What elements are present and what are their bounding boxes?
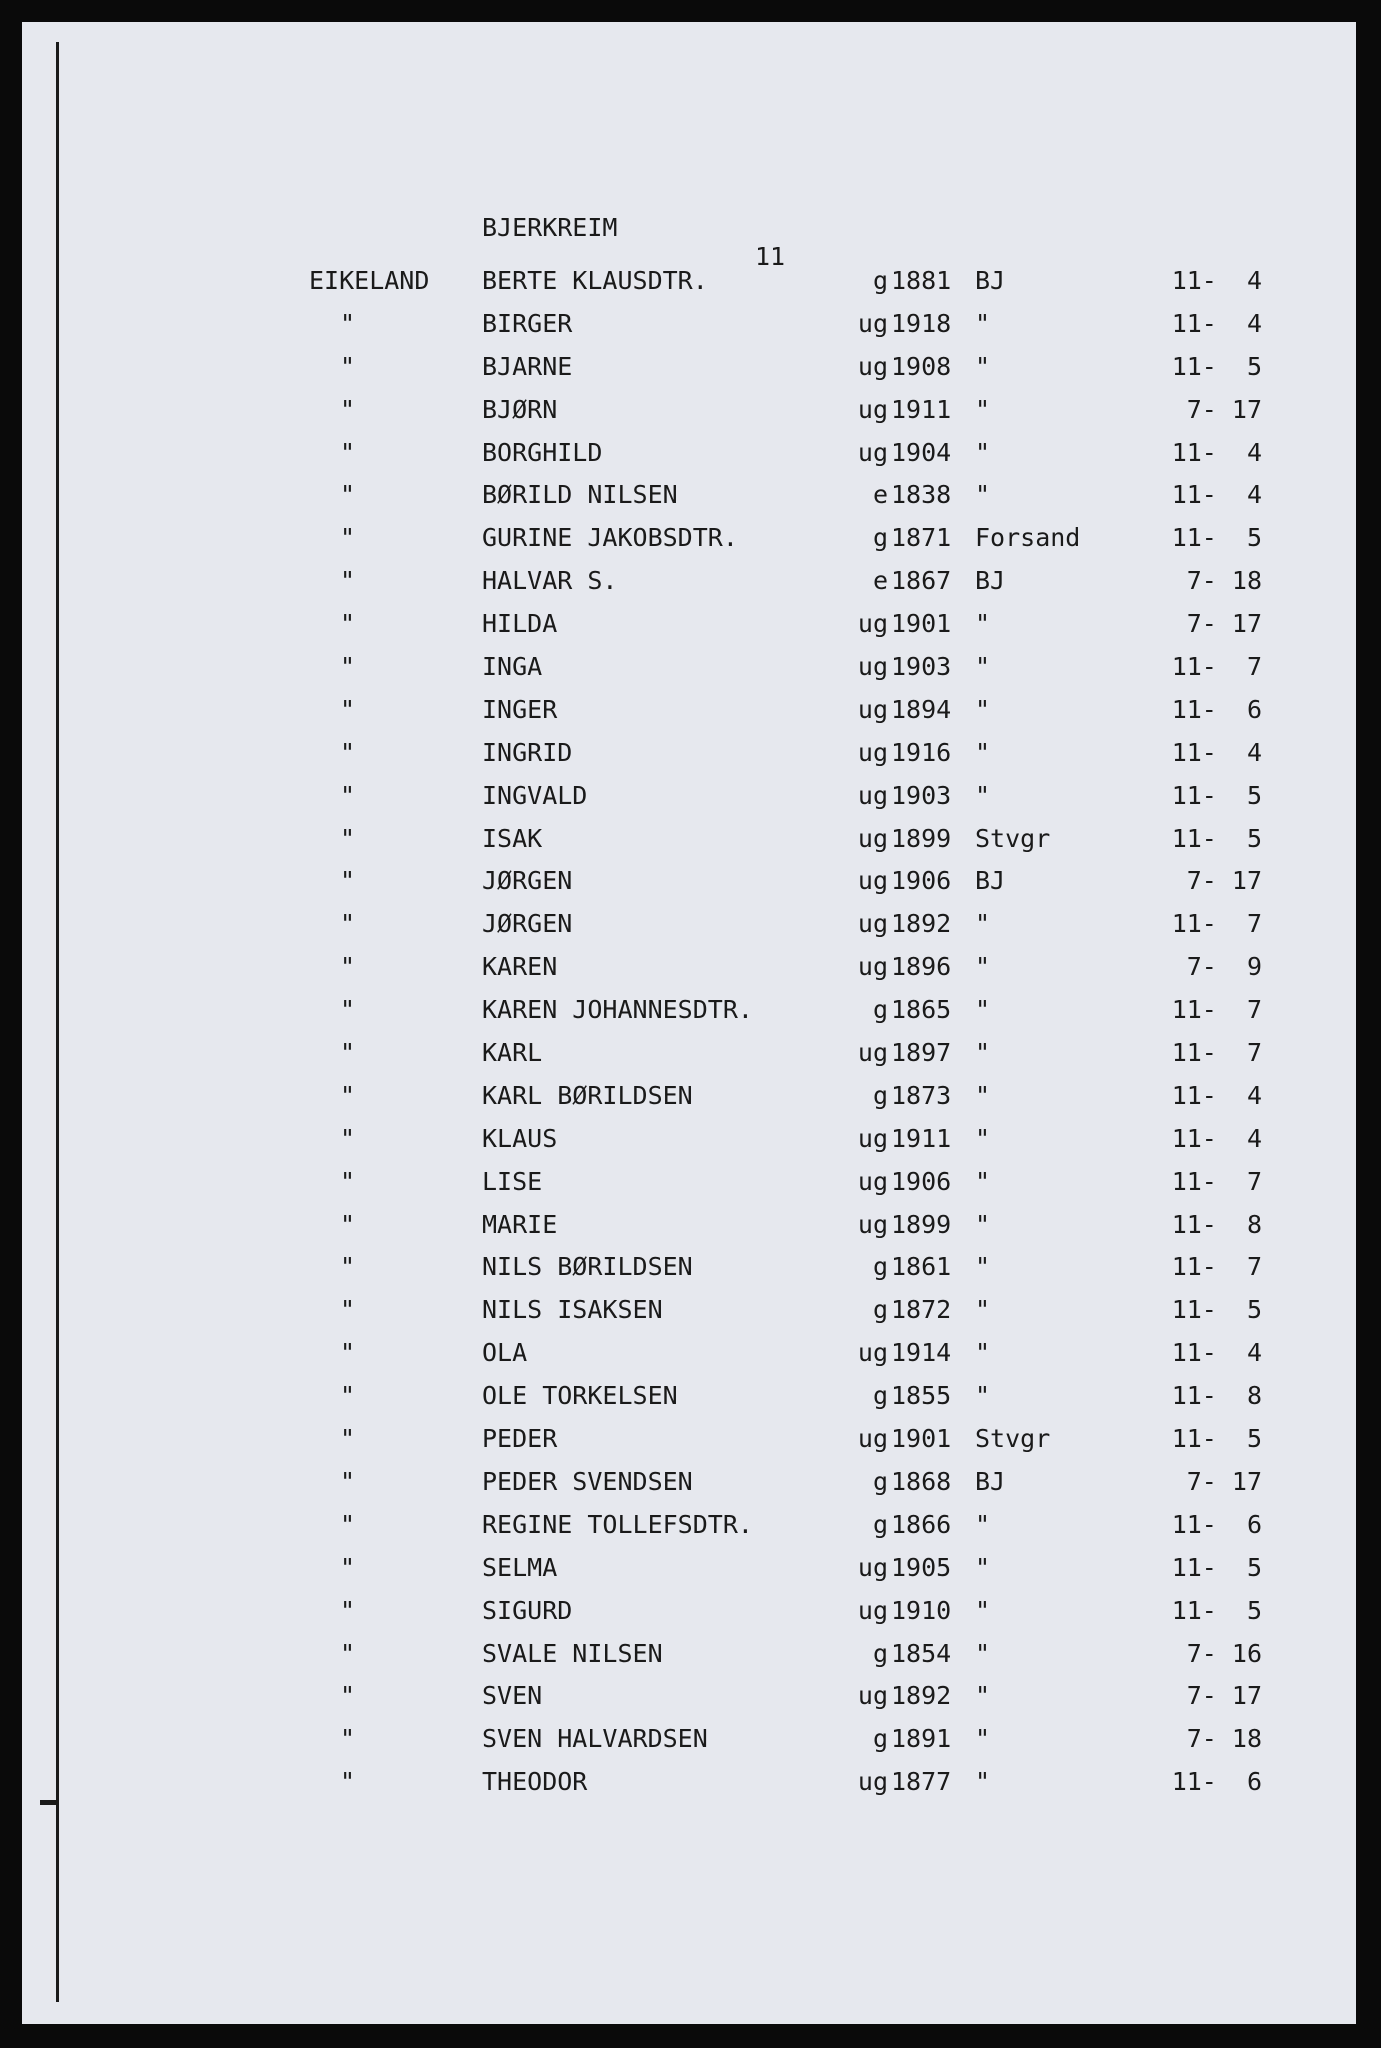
list-item — [22, 644, 1356, 687]
year-cell: 1877 — [891, 1767, 952, 1797]
name-cell: INGVALD — [482, 780, 588, 810]
list-item — [22, 944, 1356, 987]
status-cell: ug — [857, 1681, 888, 1711]
year-cell: 1899 — [891, 1209, 952, 1239]
location-cell: Stvgr — [975, 1424, 1051, 1454]
status-cell: ug — [857, 1552, 888, 1582]
reference-cell: 11- 7 — [1171, 1166, 1262, 1196]
name-cell: NILS BØRILDSEN — [482, 1252, 693, 1282]
place-cell: " — [340, 1552, 356, 1582]
name-cell: JØRGEN — [482, 909, 573, 939]
name-cell: OLA — [482, 1338, 528, 1368]
list-item — [22, 387, 1356, 430]
list-item — [22, 1416, 1356, 1459]
place-cell: " — [340, 1638, 356, 1668]
year-cell: 1894 — [891, 694, 952, 724]
status-cell: ug — [857, 1038, 888, 1068]
status-cell: ug — [857, 1767, 888, 1797]
location-cell: " — [975, 1295, 991, 1325]
name-cell: MARIE — [482, 1209, 558, 1239]
location-cell: BJ — [975, 1466, 1006, 1496]
reference-cell: 11- 4 — [1171, 737, 1262, 767]
location-cell: " — [975, 1767, 991, 1797]
reference-cell: 7- 17 — [1186, 394, 1262, 424]
place-cell: " — [340, 909, 356, 939]
status-cell: e — [872, 566, 888, 596]
status-cell: ug — [857, 952, 888, 982]
name-cell: KAREN — [482, 952, 558, 982]
status-cell: g — [872, 1638, 888, 1668]
reference-cell: 7- 9 — [1186, 952, 1262, 982]
location-cell: " — [975, 1381, 991, 1411]
reference-cell: 11- 5 — [1171, 1552, 1262, 1582]
place-cell: " — [340, 609, 356, 639]
location-cell: BJ — [975, 566, 1006, 596]
status-cell: ug — [857, 351, 888, 381]
list-item — [22, 901, 1356, 944]
year-cell: 1865 — [891, 995, 952, 1025]
year-cell: 1871 — [891, 523, 952, 553]
reference-cell: 11- 4 — [1171, 1338, 1262, 1368]
place-cell: " — [340, 823, 356, 853]
year-cell: 1861 — [891, 1252, 952, 1282]
place-cell: " — [340, 1252, 356, 1282]
status-cell: ug — [857, 866, 888, 896]
place-cell: " — [340, 1466, 356, 1496]
status-cell: g — [872, 1080, 888, 1110]
place-cell: " — [340, 1338, 356, 1368]
name-cell: INGRID — [482, 737, 573, 767]
location-cell: " — [975, 652, 991, 682]
status-cell: g — [872, 266, 888, 295]
status-cell: g — [872, 1466, 888, 1496]
reference-cell: 7- 18 — [1186, 1724, 1262, 1754]
name-cell: ISAK — [482, 823, 543, 853]
location-cell: " — [975, 1638, 991, 1668]
page-title: BJERKREIM — [482, 213, 618, 242]
location-cell: " — [975, 952, 991, 982]
place-cell: " — [340, 1123, 356, 1153]
status-cell: ug — [857, 909, 888, 939]
place-cell: " — [340, 351, 356, 381]
status-cell: ug — [857, 437, 888, 467]
reference-cell: 11- 4 — [1171, 308, 1262, 338]
reference-cell: 7- 17 — [1186, 1466, 1262, 1496]
name-cell: BJARNE — [482, 351, 573, 381]
status-cell: ug — [857, 1209, 888, 1239]
location-cell: " — [975, 308, 991, 338]
name-cell: BIRGER — [482, 308, 573, 338]
year-cell: 1892 — [891, 909, 952, 939]
name-cell: LISE — [482, 1166, 543, 1196]
name-cell: SIGURD — [482, 1595, 573, 1625]
location-cell: " — [975, 1123, 991, 1153]
list-item — [22, 1759, 1356, 1802]
location-cell: " — [975, 995, 991, 1025]
reference-cell: 7- 17 — [1186, 1681, 1262, 1711]
location-cell: " — [975, 1552, 991, 1582]
status-cell: ug — [857, 823, 888, 853]
year-cell: 1881 — [891, 266, 952, 295]
place-cell: " — [340, 1509, 356, 1539]
year-cell: 1911 — [891, 1123, 952, 1153]
status-cell: e — [872, 480, 888, 510]
location-cell: BJ — [975, 866, 1006, 896]
place-cell: " — [340, 995, 356, 1025]
reference-cell: 11- 5 — [1171, 1295, 1262, 1325]
list-item — [22, 1631, 1356, 1674]
reference-cell: 11- 8 — [1171, 1381, 1262, 1411]
list-item — [22, 1244, 1356, 1287]
location-cell: " — [975, 1681, 991, 1711]
list-item — [22, 1673, 1356, 1716]
status-cell: g — [872, 1295, 888, 1325]
year-cell: 1906 — [891, 1166, 952, 1196]
year-cell: 1903 — [891, 652, 952, 682]
list-item — [22, 515, 1356, 558]
place-cell: " — [340, 652, 356, 682]
location-cell: " — [975, 1209, 991, 1239]
list-item — [22, 1030, 1356, 1073]
place-cell: " — [340, 1724, 356, 1754]
location-cell: " — [975, 1338, 991, 1368]
year-cell: 1901 — [891, 1424, 952, 1454]
name-cell: JØRGEN — [482, 866, 573, 896]
reference-cell: 7- 17 — [1186, 609, 1262, 639]
list-item — [22, 773, 1356, 816]
list-item — [22, 430, 1356, 473]
status-cell: ug — [857, 1166, 888, 1196]
status-cell: ug — [857, 1424, 888, 1454]
list-item — [22, 687, 1356, 730]
status-cell: ug — [857, 780, 888, 810]
reference-cell: 11- 4 — [1171, 266, 1262, 295]
reference-cell: 7- 16 — [1186, 1638, 1262, 1668]
place-cell: " — [340, 1166, 356, 1196]
location-cell: " — [975, 780, 991, 810]
place-cell: " — [340, 1681, 356, 1711]
year-cell: 1868 — [891, 1466, 952, 1496]
reference-cell: 11- 4 — [1171, 1080, 1262, 1110]
location-cell: " — [975, 1509, 991, 1539]
year-cell: 1904 — [891, 437, 952, 467]
name-cell: INGER — [482, 694, 558, 724]
place-cell: " — [340, 1080, 356, 1110]
year-cell: 1906 — [891, 866, 952, 896]
status-cell: ug — [857, 609, 888, 639]
location-cell: " — [975, 351, 991, 381]
year-cell: 1905 — [891, 1552, 952, 1582]
place-cell: " — [340, 1767, 356, 1797]
place-cell: " — [340, 952, 356, 982]
reference-cell: 11- 7 — [1171, 995, 1262, 1025]
name-cell: SVEN — [482, 1681, 543, 1711]
place-cell: " — [340, 437, 356, 467]
location-cell: BJ — [975, 266, 1006, 295]
year-cell: 1916 — [891, 737, 952, 767]
place-cell: " — [340, 780, 356, 810]
list-item — [22, 858, 1356, 901]
name-cell: THEODOR — [482, 1767, 588, 1797]
status-cell: g — [872, 1509, 888, 1539]
year-cell: 1873 — [891, 1080, 952, 1110]
name-cell: PEDER SVENDSEN — [482, 1466, 693, 1496]
list-item — [22, 1588, 1356, 1631]
place-cell: " — [340, 1381, 356, 1411]
status-cell: g — [872, 523, 888, 553]
place-cell: " — [340, 737, 356, 767]
status-cell: g — [872, 995, 888, 1025]
place-cell: " — [340, 523, 356, 553]
status-cell: ug — [857, 1595, 888, 1625]
name-cell: NILS ISAKSEN — [482, 1295, 663, 1325]
location-cell: " — [975, 394, 991, 424]
place-cell: " — [340, 566, 356, 596]
reference-cell: 11- 6 — [1171, 1767, 1262, 1797]
page-number: 11 — [755, 242, 786, 271]
list-item — [22, 1545, 1356, 1588]
list-item — [22, 344, 1356, 387]
list-item — [22, 1716, 1356, 1759]
place-cell: " — [340, 308, 356, 338]
reference-cell: 11- 5 — [1171, 823, 1262, 853]
year-cell: 1838 — [891, 480, 952, 510]
place-cell: " — [340, 1038, 356, 1068]
year-cell: 1855 — [891, 1381, 952, 1411]
reference-cell: 11- 5 — [1171, 523, 1262, 553]
name-cell: HALVAR S. — [482, 566, 618, 596]
year-cell: 1896 — [891, 952, 952, 982]
place-cell: " — [340, 1595, 356, 1625]
location-cell: " — [975, 737, 991, 767]
place-cell: " — [340, 394, 356, 424]
name-cell: SVALE NILSEN — [482, 1638, 663, 1668]
place-cell: " — [340, 866, 356, 896]
location-cell: " — [975, 437, 991, 467]
list-item — [22, 816, 1356, 859]
place-cell: " — [340, 1209, 356, 1239]
status-cell: g — [872, 1381, 888, 1411]
status-cell: ug — [857, 308, 888, 338]
reference-cell: 11- 6 — [1171, 694, 1262, 724]
list-item — [22, 730, 1356, 773]
year-cell: 1891 — [891, 1724, 952, 1754]
location-cell: " — [975, 694, 991, 724]
list-item — [22, 1459, 1356, 1502]
status-cell: ug — [857, 694, 888, 724]
reference-cell: 11- 5 — [1171, 1595, 1262, 1625]
list-item — [22, 1159, 1356, 1202]
location-cell: Stvgr — [975, 823, 1051, 853]
register-list — [22, 258, 1356, 1802]
place-cell: " — [340, 1295, 356, 1325]
reference-cell: 7- 17 — [1186, 866, 1262, 896]
reference-cell: 11- 7 — [1171, 1252, 1262, 1282]
list-item — [22, 1502, 1356, 1545]
list-item — [22, 558, 1356, 601]
year-cell: 1854 — [891, 1638, 952, 1668]
reference-cell: 11- 7 — [1171, 1038, 1262, 1068]
reference-cell: 11- 4 — [1171, 480, 1262, 510]
reference-cell: 11- 5 — [1171, 1424, 1262, 1454]
name-cell: REGINE TOLLEFSDTR. — [482, 1509, 753, 1539]
name-cell: KLAUS — [482, 1123, 558, 1153]
list-item — [22, 1073, 1356, 1116]
reference-cell: 11- 7 — [1171, 909, 1262, 939]
year-cell: 1897 — [891, 1038, 952, 1068]
reference-cell: 7- 18 — [1186, 566, 1262, 596]
reference-cell: 11- 5 — [1171, 351, 1262, 381]
status-cell: ug — [857, 1338, 888, 1368]
reference-cell: 11- 4 — [1171, 437, 1262, 467]
reference-cell: 11- 7 — [1171, 652, 1262, 682]
list-item — [22, 258, 1356, 301]
year-cell: 1866 — [891, 1509, 952, 1539]
year-cell: 1903 — [891, 780, 952, 810]
list-item — [22, 1116, 1356, 1159]
year-cell: 1910 — [891, 1595, 952, 1625]
list-item — [22, 1287, 1356, 1330]
name-cell: KAREN JOHANNESDTR. — [482, 995, 753, 1025]
year-cell: 1914 — [891, 1338, 952, 1368]
reference-cell: 11- 5 — [1171, 780, 1262, 810]
location-cell: " — [975, 1080, 991, 1110]
reference-cell: 11- 6 — [1171, 1509, 1262, 1539]
list-item — [22, 1373, 1356, 1416]
name-cell: OLE TORKELSEN — [482, 1381, 678, 1411]
name-cell: PEDER — [482, 1424, 558, 1454]
status-cell: ug — [857, 394, 888, 424]
location-cell: " — [975, 1038, 991, 1068]
list-item — [22, 601, 1356, 644]
location-cell: " — [975, 1166, 991, 1196]
name-cell: KARL — [482, 1038, 543, 1068]
list-item — [22, 987, 1356, 1030]
list-item — [22, 301, 1356, 344]
year-cell: 1908 — [891, 351, 952, 381]
status-cell: g — [872, 1724, 888, 1754]
year-cell: 1901 — [891, 609, 952, 639]
location-cell: " — [975, 1252, 991, 1282]
year-cell: 1899 — [891, 823, 952, 853]
list-item — [22, 1202, 1356, 1245]
year-cell: 1872 — [891, 1295, 952, 1325]
location-cell: " — [975, 480, 991, 510]
status-cell: ug — [857, 1123, 888, 1153]
name-cell: SELMA — [482, 1552, 558, 1582]
place-cell: " — [340, 694, 356, 724]
status-cell: ug — [857, 652, 888, 682]
year-cell: 1892 — [891, 1681, 952, 1711]
place-cell: " — [340, 480, 356, 510]
reference-cell: 11- 4 — [1171, 1123, 1262, 1153]
status-cell: ug — [857, 737, 888, 767]
document-page — [22, 22, 1356, 2024]
list-item — [22, 1330, 1356, 1373]
year-cell: 1918 — [891, 308, 952, 338]
name-cell: BORGHILD — [482, 437, 603, 467]
year-cell: 1911 — [891, 394, 952, 424]
location-cell: Forsand — [975, 523, 1081, 553]
location-cell: " — [975, 909, 991, 939]
name-cell: SVEN HALVARDSEN — [482, 1724, 708, 1754]
name-cell: KARL BØRILDSEN — [482, 1080, 693, 1110]
name-cell: BØRILD NILSEN — [482, 480, 678, 510]
name-cell: BERTE KLAUSDTR. — [482, 266, 708, 295]
name-cell: INGA — [482, 652, 543, 682]
name-cell: HILDA — [482, 609, 558, 639]
location-cell: " — [975, 1724, 991, 1754]
list-item — [22, 472, 1356, 515]
place-cell: " — [340, 1424, 356, 1454]
location-cell: " — [975, 609, 991, 639]
status-cell: g — [872, 1252, 888, 1282]
location-cell: " — [975, 1595, 991, 1625]
year-cell: 1867 — [891, 566, 952, 596]
name-cell: GURINE JAKOBSDTR. — [482, 523, 738, 553]
reference-cell: 11- 8 — [1171, 1209, 1262, 1239]
place-cell: EIKELAND — [309, 266, 430, 295]
name-cell: BJØRN — [482, 394, 558, 424]
